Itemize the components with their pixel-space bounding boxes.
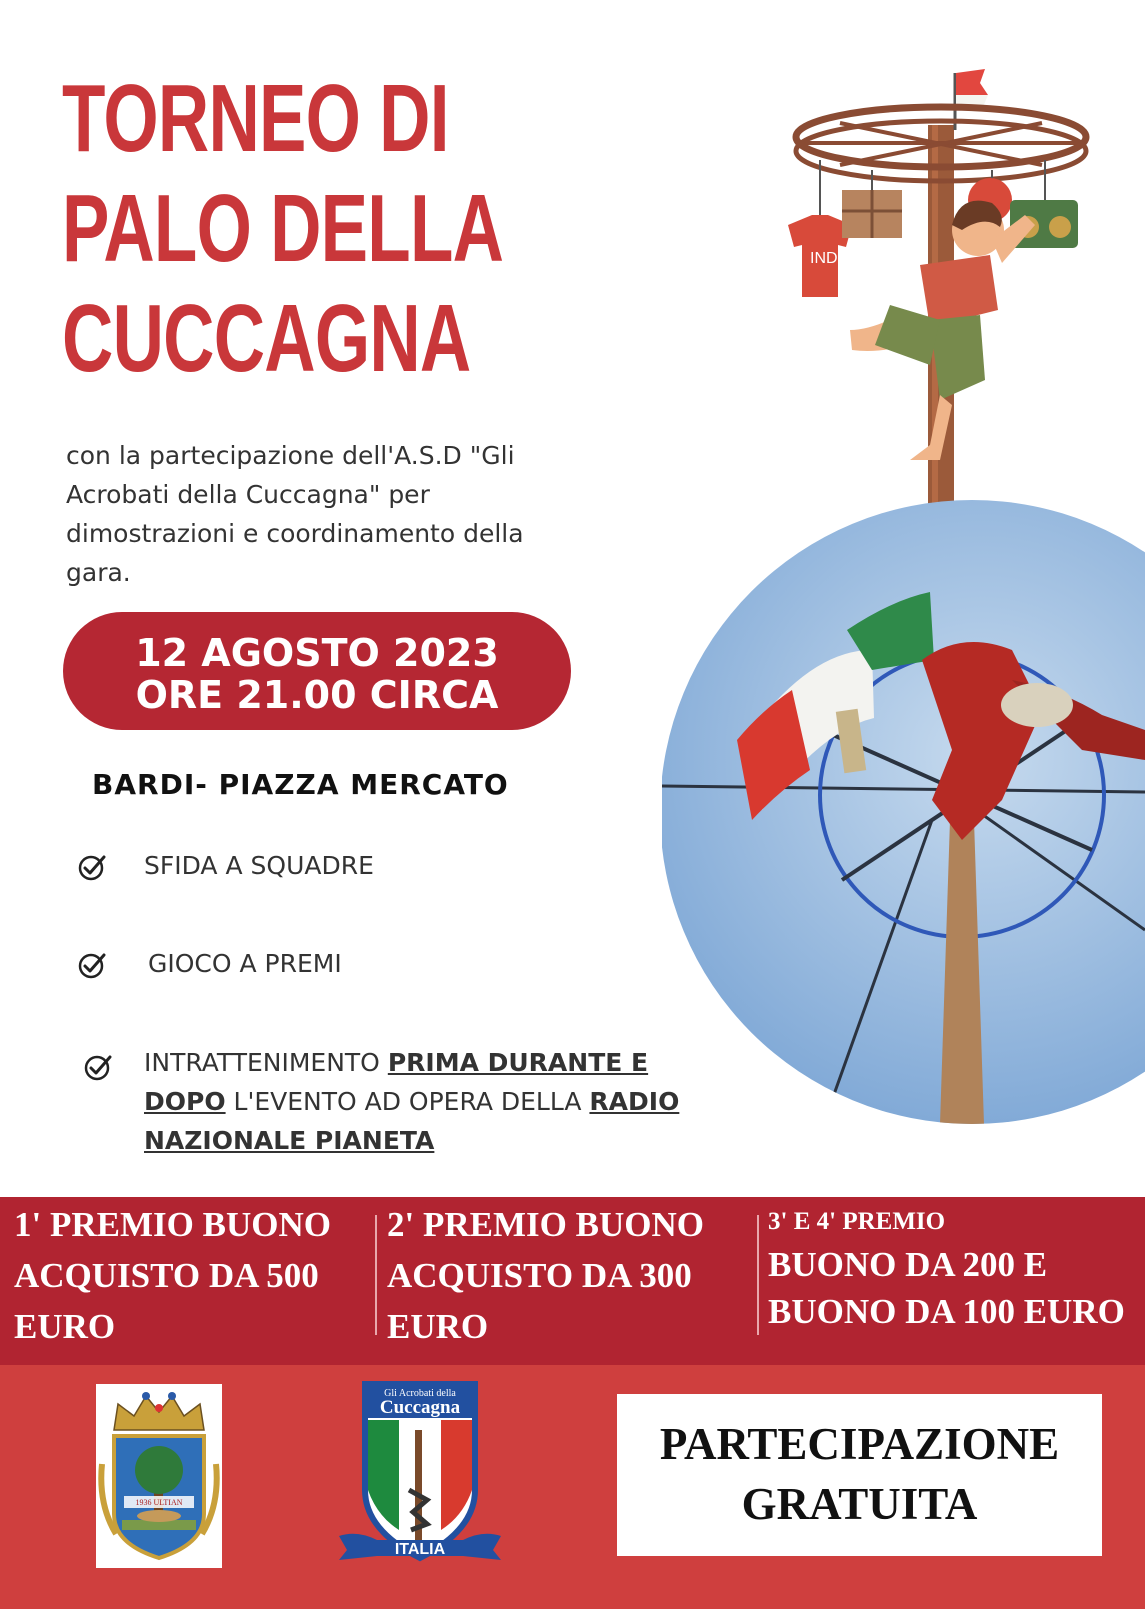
title-line-1: TORNEO DI bbox=[62, 65, 449, 172]
free-participation-box bbox=[617, 1394, 1102, 1556]
free-participation-line-2: GRATUITA bbox=[741, 1479, 978, 1529]
municipal-crest-logo bbox=[96, 1384, 222, 1568]
feature-entertainment bbox=[144, 1043, 704, 1160]
title-line-2: PALO DELLA bbox=[62, 175, 504, 282]
feature-team-challenge: SFIDA A SQUADRE bbox=[144, 851, 374, 880]
entertainment-text-1: INTRATTENIMENTO bbox=[144, 1048, 388, 1077]
third-prize-heading: 3' E 4' PREMIO bbox=[768, 1208, 946, 1235]
prize-divider bbox=[757, 1215, 759, 1335]
prize-divider bbox=[375, 1215, 377, 1335]
first-prize: 1' PREMIO BUONO ACQUISTO DA 500 EURO bbox=[14, 1205, 331, 1346]
check-circle-icon bbox=[77, 852, 107, 882]
check-circle-icon bbox=[83, 1052, 113, 1082]
third-prize-text: BUONO DA 200 E BUONO DA 100 EURO bbox=[768, 1245, 1125, 1331]
pole-climber-illustration bbox=[780, 65, 1110, 515]
prize-band bbox=[0, 1197, 1145, 1365]
feature-prize-game: GIOCO A PREMI bbox=[148, 949, 342, 978]
event-title bbox=[62, 64, 504, 394]
title-line-3: CUCCAGNA bbox=[62, 285, 471, 392]
intro-paragraph: con la partecipazione dell'A.S.D "Gli Acrobati della Cuccagna" per dimostrazioni e coordinamento della gara. bbox=[66, 441, 524, 587]
event-date: 12 AGOSTO 2023 bbox=[135, 631, 499, 675]
entertainment-highlight-1: PRIMA DURANTE E DOPO bbox=[144, 1048, 649, 1116]
free-participation-line-1: PARTECIPAZIONE bbox=[659, 1419, 1060, 1469]
acrobati-cuccagna-logo bbox=[337, 1380, 503, 1570]
crest-motto: 1936 ULTIAN bbox=[135, 1498, 183, 1507]
second-prize: 2' PREMIO BUONO ACQUISTO DA 300 EURO bbox=[387, 1205, 704, 1346]
acrobati-logo-name: Cuccagna bbox=[379, 1397, 461, 1418]
event-location: BARDI- PIAZZA MERCATO bbox=[92, 768, 509, 801]
entertainment-text-2: L'EVENTO AD OPERA DELLA bbox=[225, 1087, 590, 1116]
pole-climbing-photo bbox=[662, 500, 1145, 1124]
entertainment-highlight-radio: RADIO NAZIONALE PIANETA bbox=[144, 1087, 680, 1155]
check-circle-icon bbox=[77, 950, 107, 980]
acrobati-logo-ribbon: ITALIA bbox=[394, 1541, 446, 1558]
date-pill bbox=[63, 612, 571, 730]
acrobati-logo-top-text: Gli Acrobati della bbox=[384, 1388, 456, 1399]
shirt-text: IND bbox=[810, 250, 838, 267]
event-time: ORE 21.00 CIRCA bbox=[135, 673, 499, 717]
